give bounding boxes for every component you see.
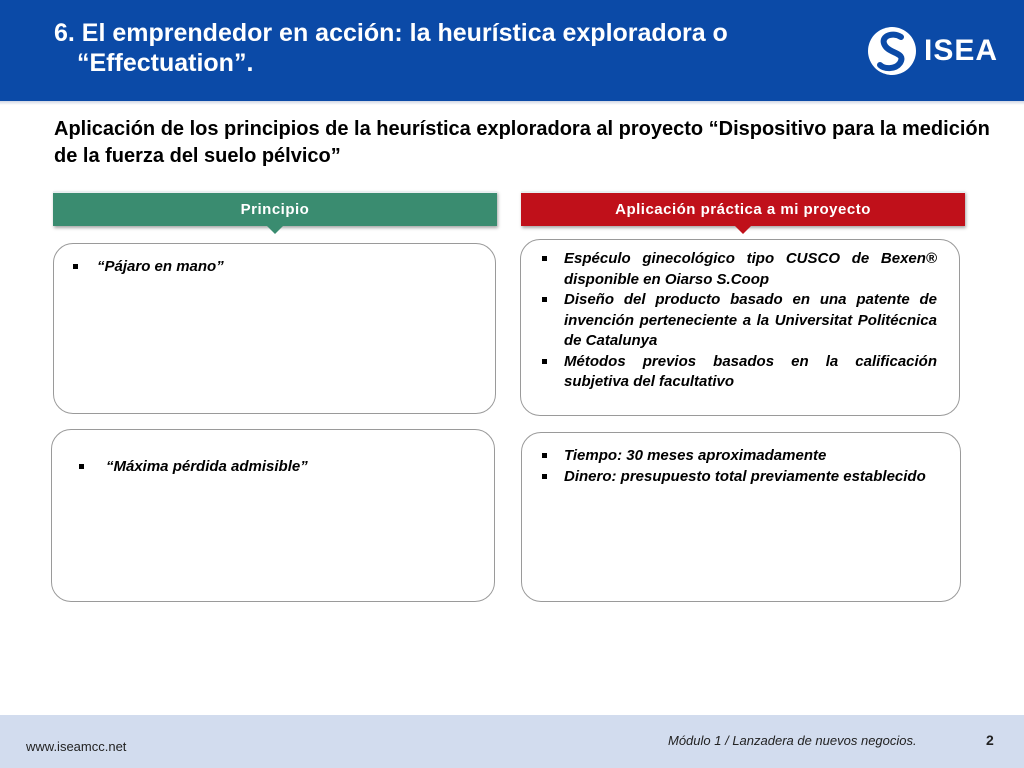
isea-logo bbox=[866, 25, 999, 77]
footer-bar bbox=[0, 715, 1024, 768]
principle-list-2 bbox=[70, 457, 494, 478]
isea-s-mark-icon bbox=[866, 25, 918, 77]
bullet-square-icon bbox=[542, 474, 547, 479]
principle-column-header bbox=[53, 191, 497, 226]
slide-subtitle: Aplicación de los principios de la heurística exploradora al proyecto “Dispositivo para la medición de la fuerza del suelo pélvico” bbox=[54, 118, 990, 167]
logo-text: ISEA bbox=[924, 34, 999, 67]
bullet-square-icon bbox=[73, 264, 78, 269]
slide-title: 6. El emprendedor en acción: la heurística exploradora o “Effectuation”. bbox=[54, 19, 728, 77]
list-item: Métodos previos basados en la calificación subjetiva del facultativo bbox=[533, 352, 937, 393]
bullet-square-icon bbox=[542, 256, 547, 261]
bullet-square-icon bbox=[542, 297, 547, 302]
bullet-square-icon bbox=[79, 464, 84, 469]
principle-header-label: Principio bbox=[240, 201, 310, 218]
principle-box-2 bbox=[51, 429, 495, 602]
header-bar bbox=[0, 0, 1024, 101]
principle-list-1 bbox=[64, 257, 495, 278]
application-column-header bbox=[521, 191, 965, 226]
application-box-2 bbox=[521, 432, 961, 602]
bullet-square-icon bbox=[542, 453, 547, 458]
bullet-square-icon bbox=[542, 359, 547, 364]
footer-url-link[interactable]: www.iseamcc.net bbox=[26, 739, 127, 754]
list-item: Tiempo: 30 meses aproximadamente bbox=[533, 446, 938, 467]
application-list-2 bbox=[533, 446, 938, 487]
application-list-1 bbox=[533, 249, 937, 393]
principle-box-1 bbox=[53, 243, 496, 414]
application-header-label: Aplicación práctica a mi proyecto bbox=[615, 201, 871, 218]
header-shadow bbox=[0, 101, 1024, 105]
list-item: “Pájaro en mano” bbox=[64, 257, 495, 278]
list-item: Diseño del producto basado en una patente de invención perteneciente a la Universitat Politécnica de Catalunya bbox=[533, 290, 937, 352]
list-item: Espéculo ginecológico tipo CUSCO de Bexen® disponible en Oiarso S.Coop bbox=[533, 249, 937, 290]
footer-module-text: Módulo 1 / Lanzadera de nuevos negocios. bbox=[668, 733, 917, 748]
list-item: “Máxima pérdida admisible” bbox=[70, 457, 494, 478]
application-box-1 bbox=[520, 239, 960, 416]
list-item: Dinero: presupuesto total previamente establecido bbox=[533, 467, 938, 488]
page-number: 2 bbox=[986, 732, 994, 748]
